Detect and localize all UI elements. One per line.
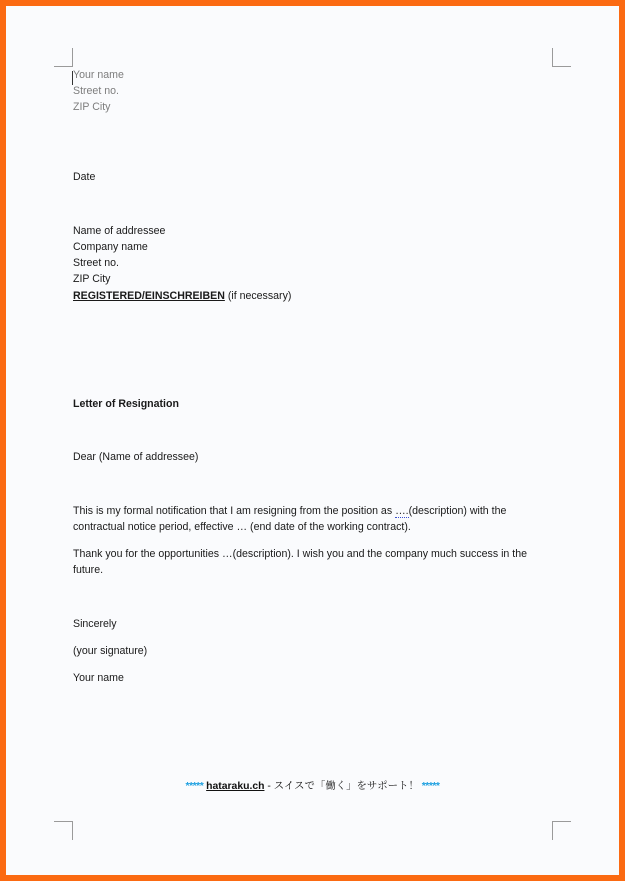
signer-name[interactable]: Your name [73, 672, 124, 684]
document-page [6, 6, 619, 875]
footer-stars-left: ***** [185, 781, 204, 792]
crop-mark-top-left [54, 48, 73, 67]
footer [6, 777, 619, 792]
registered-line[interactable] [73, 290, 291, 302]
closing[interactable]: Sincerely [73, 618, 117, 630]
date-field[interactable]: Date [73, 171, 96, 183]
body-paragraph-2-line-1[interactable]: Thank you for the opportunities …(description). I wish you and the company much success in the [73, 548, 527, 560]
body-paragraph-1-line-1[interactable] [73, 505, 506, 517]
footer-site-link[interactable]: hataraku.ch [206, 781, 265, 792]
addressee-company[interactable]: Company name [73, 241, 148, 253]
signature-placeholder[interactable]: (your signature) [73, 645, 148, 657]
body-paragraph-1-line-2[interactable]: contractual notice period, effective … (end date of the working contract). [73, 521, 411, 533]
sender-city[interactable]: ZIP City [73, 101, 111, 113]
spellcheck-mark: …. [395, 505, 409, 517]
body-text: (description) with the [408, 505, 507, 517]
body-paragraph-2-line-2[interactable]: future. [73, 564, 104, 576]
addressee-street[interactable]: Street no. [73, 257, 119, 269]
addressee-city[interactable]: ZIP City [73, 273, 111, 285]
sender-street[interactable]: Street no. [73, 85, 119, 97]
addressee-name[interactable]: Name of addressee [73, 225, 166, 237]
crop-mark-top-right [552, 48, 571, 67]
footer-tagline: - スイスで「働く」をサポート！ [264, 781, 422, 792]
footer-stars-right: ***** [421, 781, 440, 792]
letter-subject[interactable]: Letter of Resignation [73, 398, 179, 410]
salutation[interactable]: Dear (Name of addressee) [73, 451, 199, 463]
crop-mark-bottom-right [552, 821, 571, 840]
crop-mark-bottom-left [54, 821, 73, 840]
registered-label: REGISTERED/EINSCHREIBEN [73, 290, 225, 302]
registered-note: (if necessary) [224, 290, 292, 302]
sender-name[interactable]: Your name [73, 69, 124, 81]
body-text: This is my formal notification that I am resigning from the position as [73, 505, 396, 517]
